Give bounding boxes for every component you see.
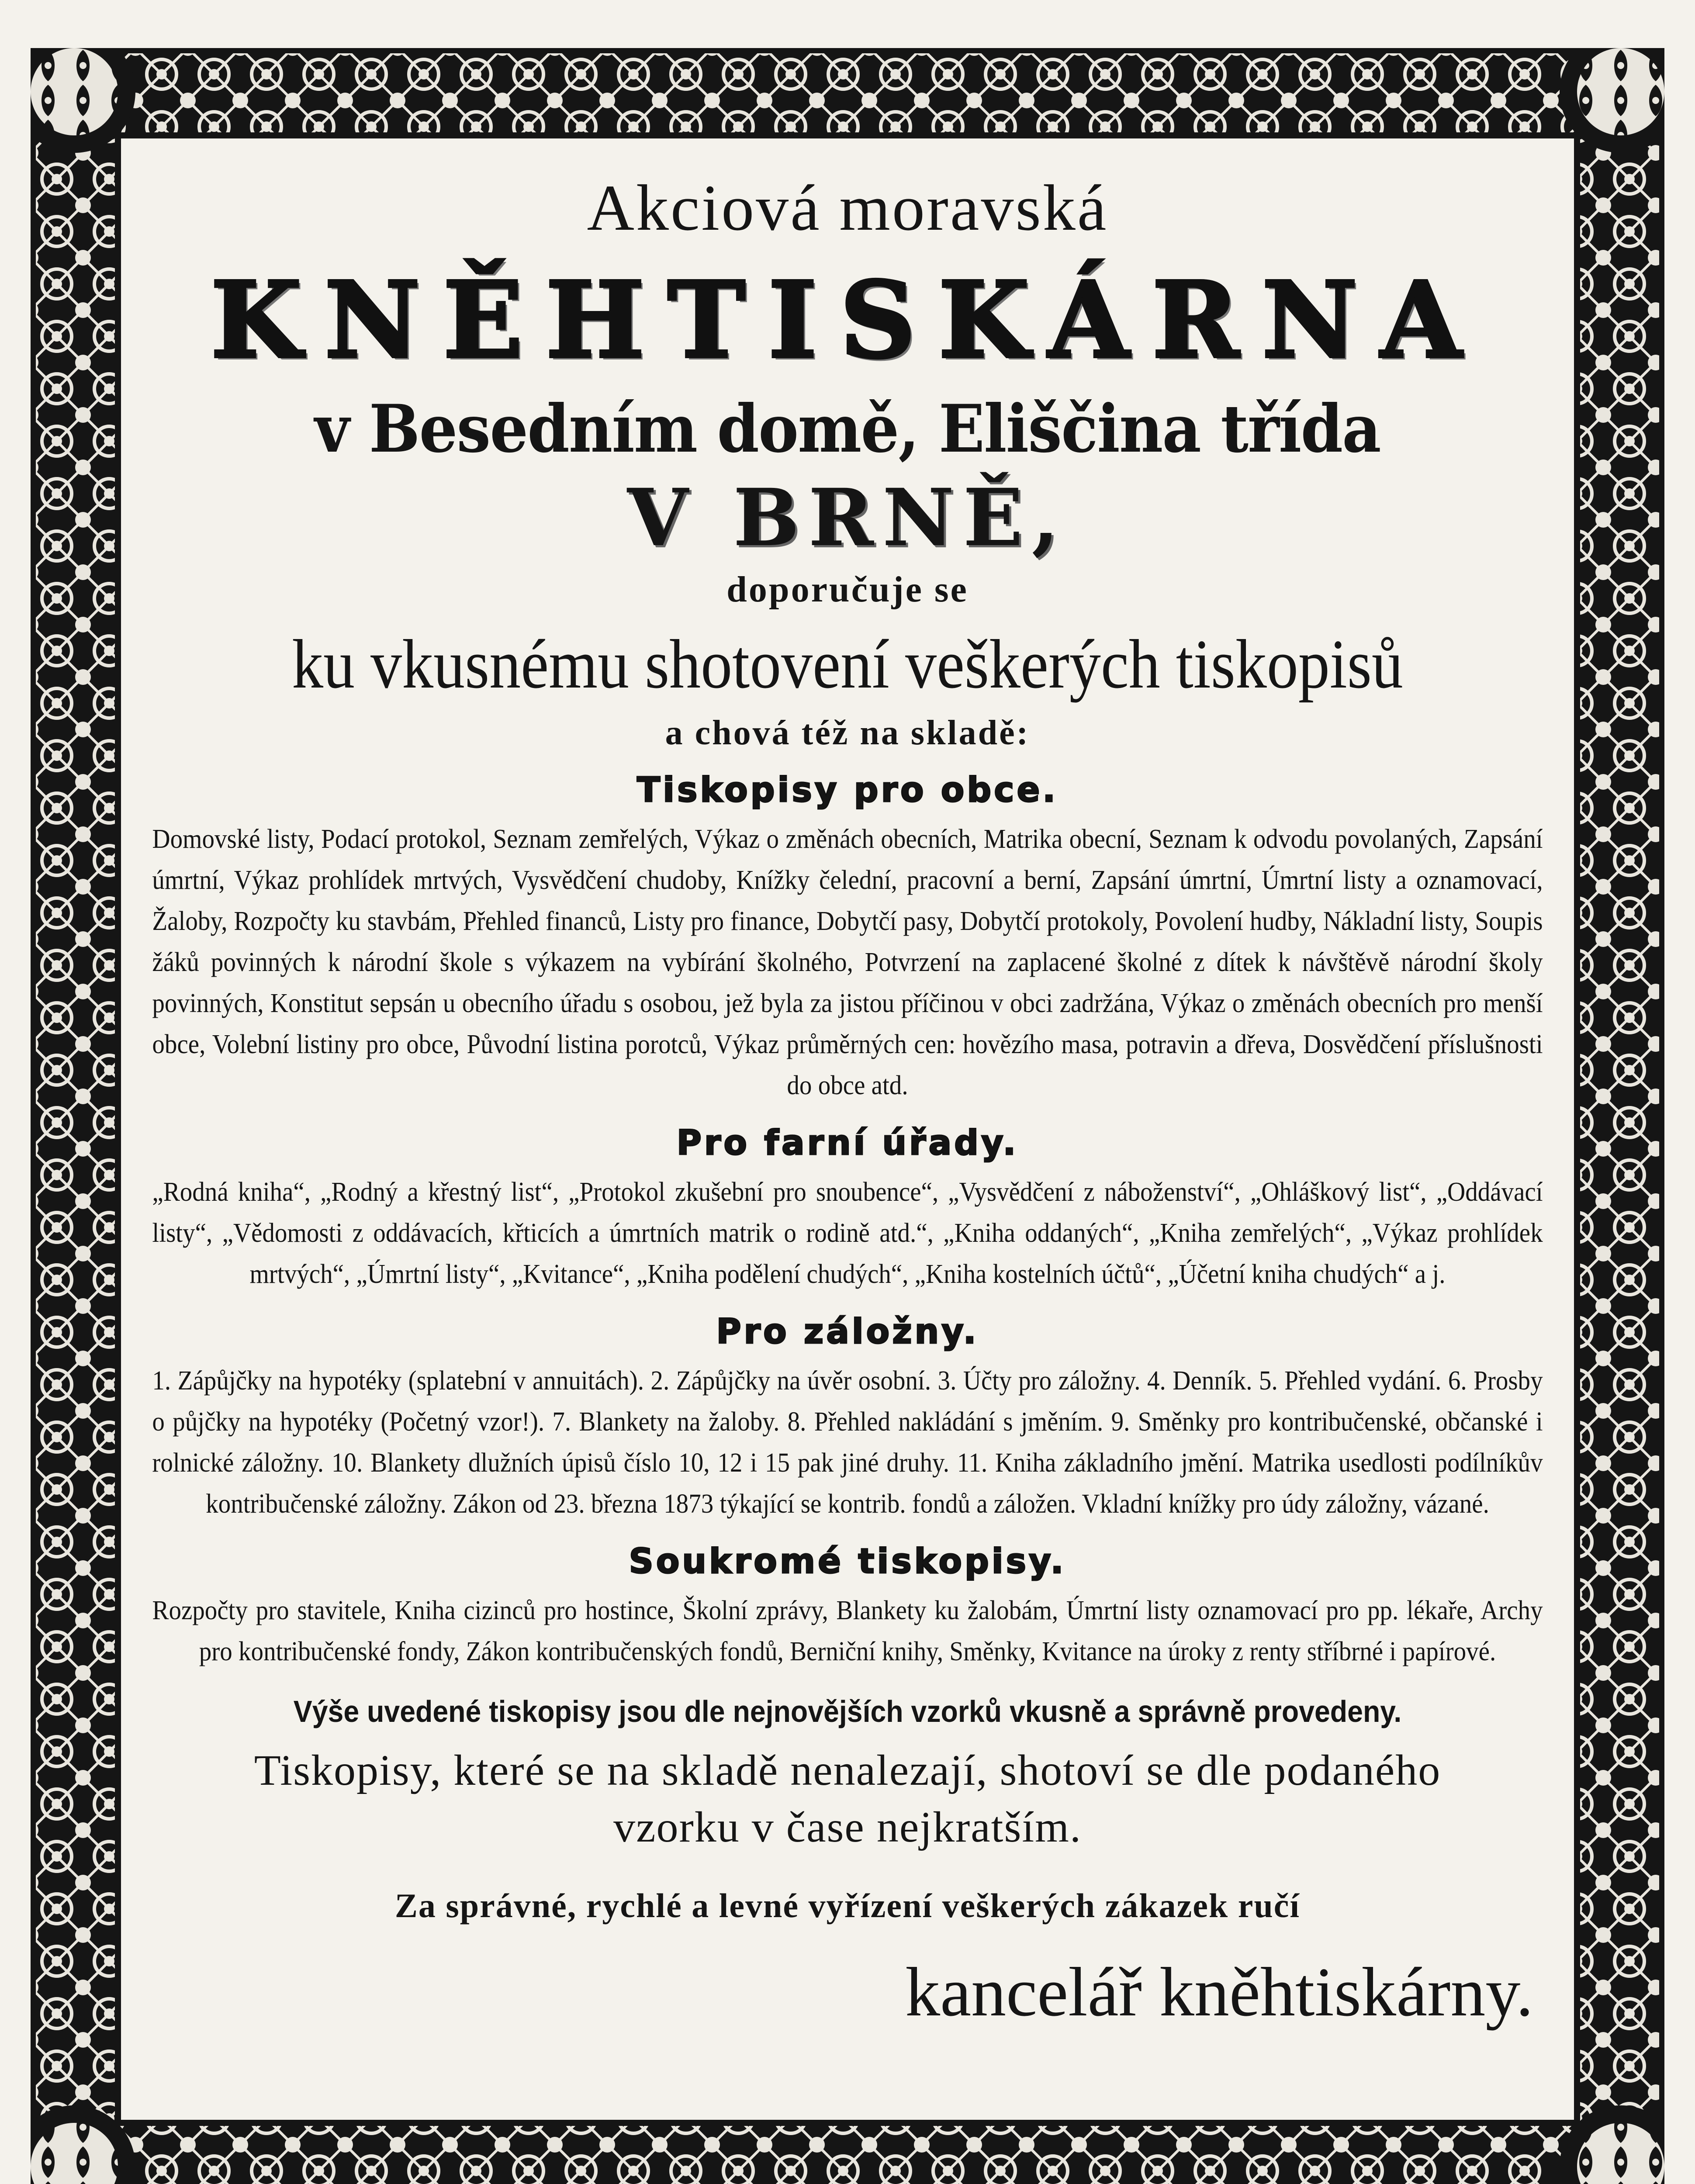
section-heading-obce: Tiskopisy pro obce. [637, 771, 1058, 810]
heading-in-stock: a chová též na skladě: [665, 714, 1030, 752]
heading-company-type: Akciová moravská [587, 172, 1108, 244]
signature: kancelář kněhtiskárny. [905, 1953, 1533, 2031]
heading-city: V BRNĚ, [627, 472, 1068, 564]
section-text-soukrome: Rozpočty pro stavitele, Kniha cizinců pro hostince, Školní zprávy, Blankety ku žalobám, Úmrtní listy oznamovací pro pp. lékaře, Archy pro kontribučenské fondy, Zákon kontribučenských fondů, Berniční knihy, Směnky, Kvitance na úroky z renty stříbrné i papírové. [152, 1596, 1543, 1666]
heading-recommends: doporučuje se [726, 569, 969, 610]
section-heading-zalozny: Pro záložny. [716, 1312, 979, 1351]
callout-guarantee: Za správné, rychlé a levné vyřízení veškerých zákazek ručí [394, 1887, 1301, 1925]
section-text-zalozny: 1. Zápůjčky na hypotéky (splatební v annuitách). 2. Zápůjčky na úvěr osobní. 3. Účty pro záložny. 4. Denník. 5. Přehled vydání. 6. Prosby o půjčky na hypotéky (Početný vzor!). 7. Blankety na žaloby. 8. Přehled nakládání s jměním. 9. Směnky pro kontribučenské, občanské i rolnické záložny. 10. Blankety dlužních úpisů číslo 10, 12 i 15 pak jiné druhy. 11. Kniha základního jmění. Matrika usedlosti podílníkův kontribučenské záložny. Zákon od 23. března 1873 týkající se kontrib. fondů a záložen. Vkladní knížky pro údy záložny, vázané. [152, 1366, 1543, 1519]
section-text-farni-urady: „Rodná kniha“, „Rodný a křestný list“, „Protokol zkušební pro snoubence“, „Vysvědčení z náboženství“, „Ohláškový list“, „Oddávací listy“, „Vědomosti z oddávacích, křticích a úmrtních matrik o rodině atd.“, „Kniha oddaných“, „Kniha zemřelých“, „Výkaz prohlídek mrtvých“, „Úmrtní listy“, „Kvitance“, „Kniha podělení chudých“, „Kniha kostelních účtů“, „Účetní kniha chudých“ a j. [152, 1177, 1543, 1289]
heading-printing-house: KNĚHTISKÁRNA [211, 259, 1484, 382]
poster-content [144, 144, 1551, 2136]
section-text-obce: Domovské listy, Podací protokol, Seznam zemřelých, Výkaz o změnách obecních, Matrika obecní, Seznam k odvodu povolaných, Zapsání úmrtní, Výkaz prohlídek mrtvých, Vysvědčení chudoby, Knížky čelední, pracovní a berní, Zapsání úmrtní, Úmrtní listy a oznamovací, Žaloby, Rozpočty ku stavbám, Přehled financů, Listy pro finance, Dobytčí pasy, Dobytčí protokoly, Povolení hudby, Nákladní listy, Soupis žáků povinných k národní škole s výkazem na vybírání školného, Potvrzení na zaplacené školné z dítek k návštěvě národní školy povinných, Konstitut sepsán u obecního úřadu s osobou, jež byla za jistou příčinou v obci zadržána, Výkaz o změnách obecních pro menší obce, Volební listiny pro obce, Původní listina porotců, Výkaz průměrných cen: hovězího masa, potravin a dřeva, Dosvědčení příslušnosti do obce atd. [152, 824, 1543, 1100]
section-heading-soukrome: Soukromé tiskopisy. [629, 1542, 1066, 1581]
callout-custom-print-line2: vzorku v čase nejkratším. [613, 1803, 1082, 1851]
heading-service: ku vkusnému shotovení veškerých tiskopisů [292, 625, 1403, 703]
callout-quality: Výše uvedené tiskopisy jsou dle nejnovějších vzorků vkusně a správně provedeny. [293, 1694, 1402, 1728]
callout-custom-print-line1: Tiskopisy, které se na skladě nenalezají, shotoví se dle podaného [254, 1746, 1441, 1794]
callout-custom-print [144, 1742, 1551, 1856]
section-heading-farni-urady: Pro farní úřady. [676, 1123, 1019, 1163]
heading-address: v Besedním domě, Eliščina třída [315, 390, 1380, 467]
